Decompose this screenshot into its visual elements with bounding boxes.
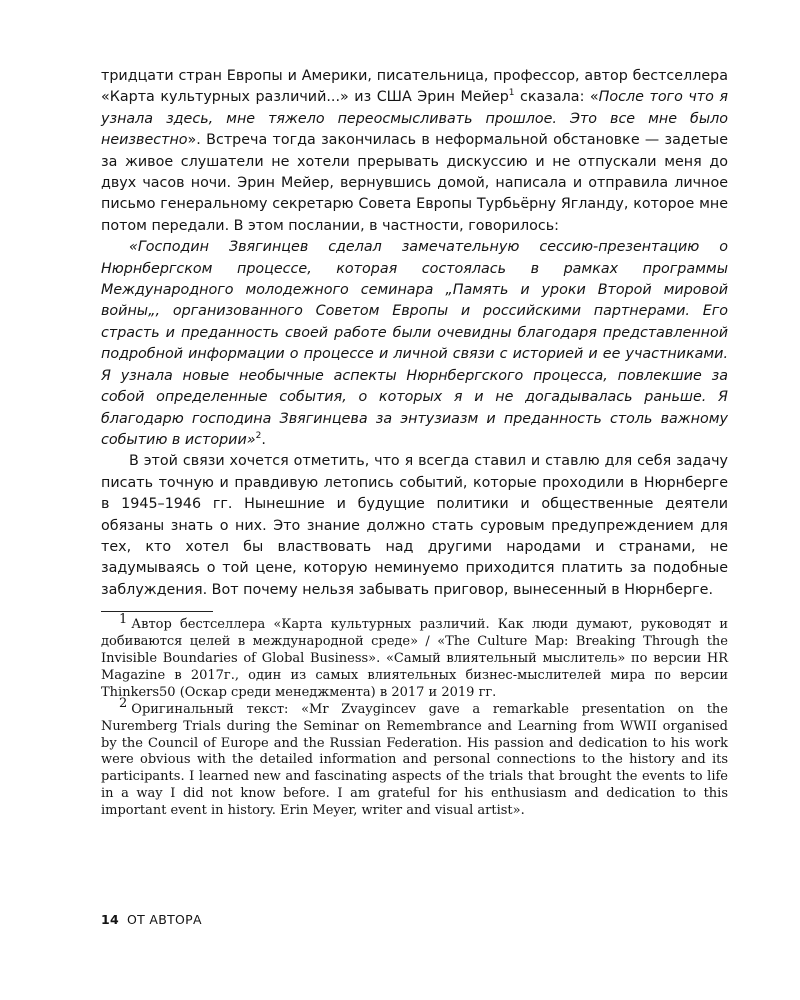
footnote-ref-2: 2 — [255, 431, 262, 442]
meyer-quote: После того что я узнала здесь, мне тяжело переосмысливать прошлое. Это все мне было неизвестно — [101, 89, 728, 149]
footnote-ref-1: 1 — [508, 88, 515, 99]
footnote-2-text: Оригинальный текст: «Mr Zvaygincev gave a remarkable presentation on the Nuremberg Trials during the Seminar on Remembrance and Learning from WWII organised by the Council of Europe and the Russian Federation. His passion and dedication to his work were obvious with the detailed information and personal connections to the history and its participants. I learned new and fascinating aspects of the trials that brought the events to life in a way I did not know before. I am grateful for his enthusiasm and dedication to this important event in history. Erin Meyer, writer and visual artist». — [101, 701, 728, 819]
footnotes — [101, 611, 728, 820]
running-title: ОТ АВТОРА — [127, 912, 202, 927]
footnote-1-number: 1 — [119, 611, 128, 627]
letter-close-quote: » — [246, 431, 256, 448]
page-footer — [101, 912, 202, 927]
paragraph-1-end: ». Встреча тогда закончилась в неформальной обстановке — задетые за живое слушатели не хотели прерывать дискуссию и не отпускали меня до двух часов ночи. Эрин Мейер, вернувшись домой, написала и отправила личное письмо генеральному секретарю Совета Европы Турбьёрну Ягланду, которое мне потом передали. В этом послании, в частности, говорилось: — [101, 132, 728, 234]
letter-quote-text: Господин Звягинцев сделал замечательную сессию-презентацию о Нюрнбергском процессе, которая состоялась в рамках программы Международного молодежного семинара „Память и уроки Второй мировой войны„, организованного Советом Европы и российскими партнерами. Его страсть и преданность своей работе были очевидны благодаря представленной подробной информации о процессе и личной связи с историей и ее участниками. Я узнала новые необычные аспекты Нюрнбергского процесса, повлекшие за собой определенные события, о которых я и не догадывалась раньше. Я благодарю господина Звягинцева за энтузиазм и преданность столь важному событию в истории — [101, 239, 728, 448]
footnote-2 — [101, 696, 728, 820]
letter-end-period: . — [261, 431, 266, 448]
footnote-1-text: Автор бестселлера «Карта культурных различий. Как люди думают, руководят и добиваются целей в международной среде» / «The Culture Map: Breaking Through the Invisible Boundaries of Global Business». «Самый влиятельный мыслитель» по версии HR Magazine в 2017г., один из самых влиятельных бизнес-мыслителей мира по версии Thinkers50 (Оскар среди менеджмента) в 2017 и 2019 гг. — [101, 617, 728, 700]
footnote-divider — [101, 611, 213, 612]
paragraph-1-said: сказала: « — [514, 89, 599, 106]
paragraph-1-start: тридцати стран Европы и Америки, писательница, профессор, автор бестселлера «Карта культурных различий...» из США Эрин Мейер — [101, 68, 728, 106]
main-text — [101, 66, 728, 601]
letter-open-quote: « — [129, 239, 138, 256]
paragraph-1 — [101, 66, 728, 237]
page-body — [101, 66, 728, 820]
page-number: 14 — [101, 912, 119, 927]
footnote-2-number: 2 — [119, 696, 128, 712]
paragraph-3: В этой связи хочется отметить, что я всегда ставил и ставлю для себя задачу писать точную и правдивую летопись событий, которые проходили в Нюрнберге в 1945–1946 гг. Нынешние и будущие политики и общественные деятели обязаны знать о них. Это знание должно стать суровым предупреждением для тех, кто хотел бы властвовать над другими народами и странами, не задумываясь о той цене, которую неминуемо приходится платить за подобные заблуждения. Вот почему нельзя забывать приговор, вынесенный в Нюрнберге. — [101, 453, 728, 598]
letter-quote-paragraph — [101, 237, 728, 451]
footnote-1 — [101, 611, 728, 702]
